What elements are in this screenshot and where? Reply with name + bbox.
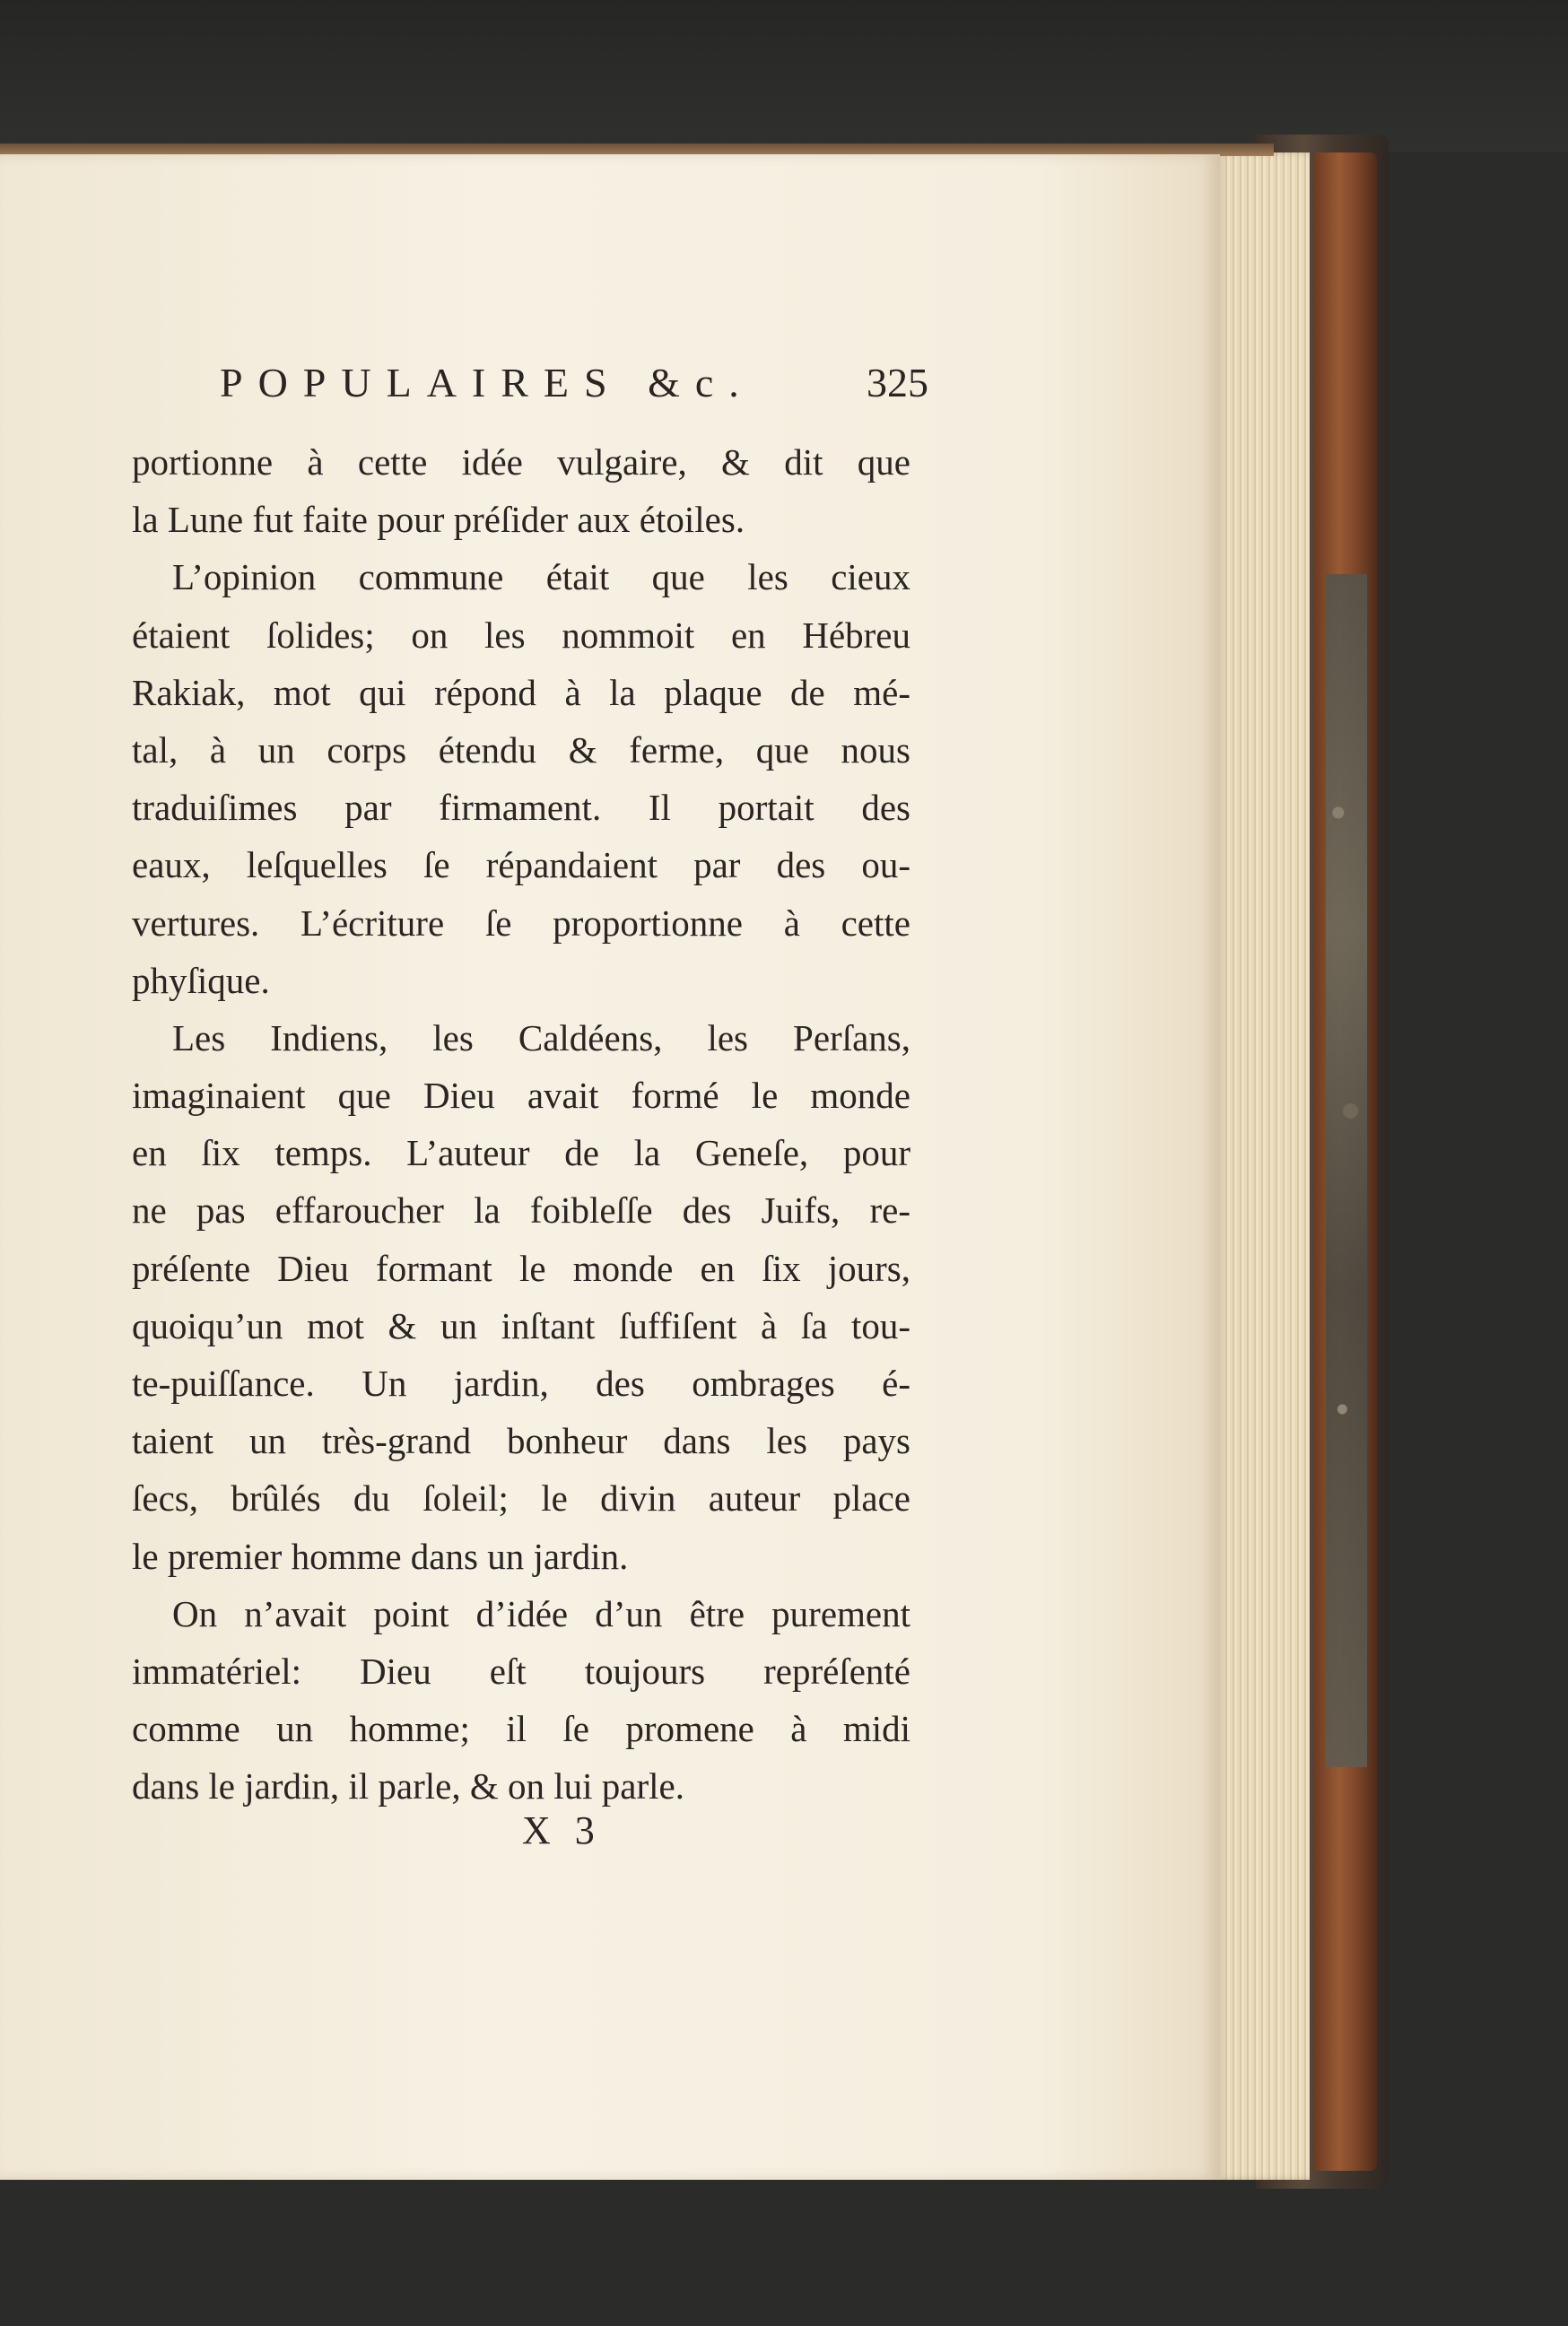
text-line: traduiſimes par firmament. Il portait des (132, 787, 910, 829)
text-line: taient un très-grand bonheur dans les pays (132, 1420, 910, 1462)
text-line: comme un homme; il ſe promene à midi (132, 1708, 910, 1750)
page-number: 325 (867, 360, 928, 405)
text-line: ſecs, brûlés du ſoleil; le divin auteur place (132, 1477, 910, 1520)
text-line: Rakiak, mot qui répond à la plaque de mé- (132, 671, 910, 713)
running-head (220, 359, 928, 413)
text-line: préſente Dieu formant le monde en ſix jours, (132, 1247, 910, 1289)
text-line: eaux, leſquelles ſe répandaient par des ou- (132, 844, 910, 886)
text-line: te-puiſſance. Un jardin, des ombrages é- (132, 1363, 910, 1404)
marbled-board (1326, 574, 1367, 1767)
text-line: portionne à cette idée vulgaire, & dit que (132, 441, 910, 483)
text-line: dans le jardin, il parle, & on lui parle. (132, 1765, 684, 1808)
text-line: le premier homme dans un jardin. (132, 1535, 629, 1577)
text-line: On n’avait point d’idée d’un être purement (172, 1592, 910, 1634)
body-text (132, 433, 910, 1816)
text-line: Les Indiens, les Caldéens, les Perſans, (172, 1016, 910, 1058)
text-line: L’opinion commune était que les cieux (172, 556, 910, 598)
text-line: la Lune fut faite pour préſider aux étoiles. (132, 499, 745, 541)
text-line: étaient ſolides; on les nommoit en Hébreu (132, 614, 910, 656)
text-line: ne pas effaroucher la foibleſſe des Juifs, re- (132, 1189, 910, 1232)
text-line: tal, à un corps étendu & ferme, que nous (132, 728, 910, 771)
page-fore-edge (1215, 152, 1310, 2180)
signature-mark: X 3 (522, 1808, 602, 1852)
backdrop (0, 0, 1568, 152)
text-line: immatériel: Dieu eſt toujours repréſenté (132, 1650, 910, 1692)
running-title: POPULAIRES &c. (220, 360, 754, 405)
text-line: imaginaient que Dieu avait formé le monde (132, 1075, 910, 1117)
text-line: phyſique. (132, 959, 270, 1001)
text-line: en ſix temps. L’auteur de la Geneſe, pour (132, 1132, 910, 1174)
text-line: vertures. L’écriture ſe proportionne à cette (132, 902, 910, 944)
text-line: quoiqu’un mot & un inſtant ſuffiſent à ſa tou- (132, 1304, 910, 1346)
